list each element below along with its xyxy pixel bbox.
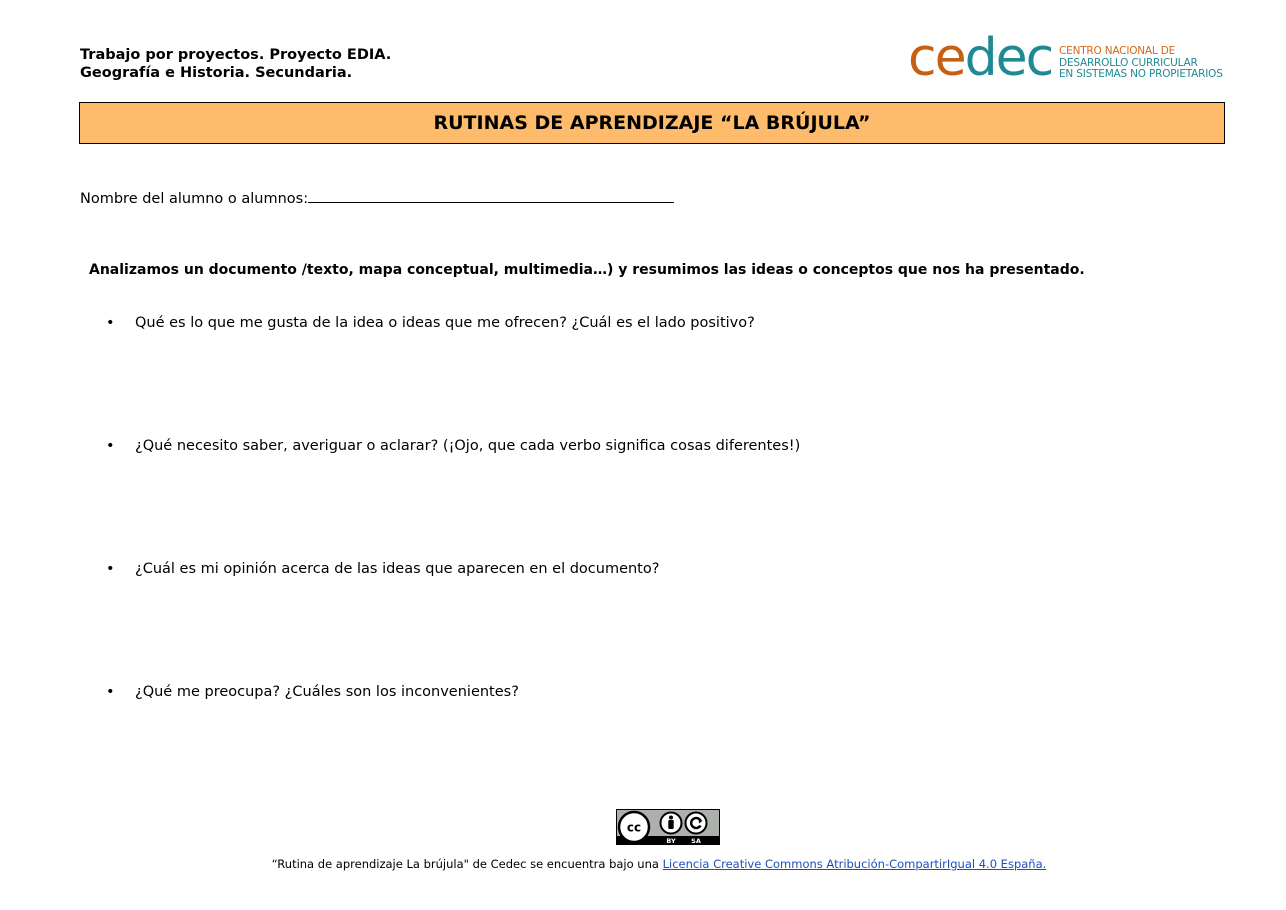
question-text: ¿Qué me preocupa? ¿Cuáles son los inconvenientes? xyxy=(135,684,519,700)
bullet-icon: • xyxy=(106,315,115,331)
license-sa-label: SA xyxy=(691,837,701,845)
logo-sub-line-2: DESARROLLO CURRICULAR xyxy=(1059,56,1198,69)
logo-wordmark: cedec xyxy=(908,28,1053,88)
question-text: ¿Cuál es mi opinión acerca de las ideas que aparecen en el documento? xyxy=(135,561,660,577)
bullet-icon: • xyxy=(106,438,115,454)
question-item xyxy=(106,315,755,331)
logo-subtitle xyxy=(1059,46,1223,81)
document-header xyxy=(80,46,391,82)
license-by-label: BY xyxy=(666,837,676,845)
question-text: ¿Qué necesito saber, averiguar o aclarar? (¡Ojo, que cada verbo significa cosas diferentes!) xyxy=(135,438,801,454)
student-name-field[interactable] xyxy=(80,188,674,207)
question-item xyxy=(106,438,800,454)
student-name-blank-line[interactable] xyxy=(308,188,674,203)
creative-commons-badge-icon xyxy=(616,809,720,845)
bullet-icon: • xyxy=(106,684,115,700)
cedec-logo xyxy=(908,28,1228,88)
question-item xyxy=(106,561,659,577)
header-line-subject: Geografía e Historia. Secundaria. xyxy=(80,65,353,81)
page-title: RUTINAS DE APRENDIZAJE “LA BRÚJULA” xyxy=(79,102,1225,144)
intro-instruction: Analizamos un documento /texto, mapa conceptual, multimedia…) y resumimos las ideas o conceptos que nos ha presentado. xyxy=(89,262,1085,278)
bullet-icon: • xyxy=(106,561,115,577)
license-footer-text: “Rutina de aprendizaje La brújula" de Cedec se encuentra bajo una xyxy=(271,857,663,871)
header-line-project: Trabajo por proyectos. Proyecto EDIA. xyxy=(80,47,392,63)
license-link[interactable]: Licencia Creative Commons Atribución-CompartirIgual 4.0 España. xyxy=(662,857,1047,871)
license-footer xyxy=(0,857,1286,871)
student-name-label: Nombre del alumno o alumnos: xyxy=(80,191,309,207)
question-item xyxy=(106,684,519,700)
question-text: Qué es lo que me gusta de la idea o ideas que me ofrecen? ¿Cuál es el lado positivo? xyxy=(135,315,755,331)
logo-sub-line-1: CENTRO NACIONAL DE xyxy=(1059,45,1176,57)
logo-sub-line-3: EN SISTEMAS NO PROPIETARIOS xyxy=(1059,68,1223,80)
svg-text:cc: cc xyxy=(626,820,642,835)
